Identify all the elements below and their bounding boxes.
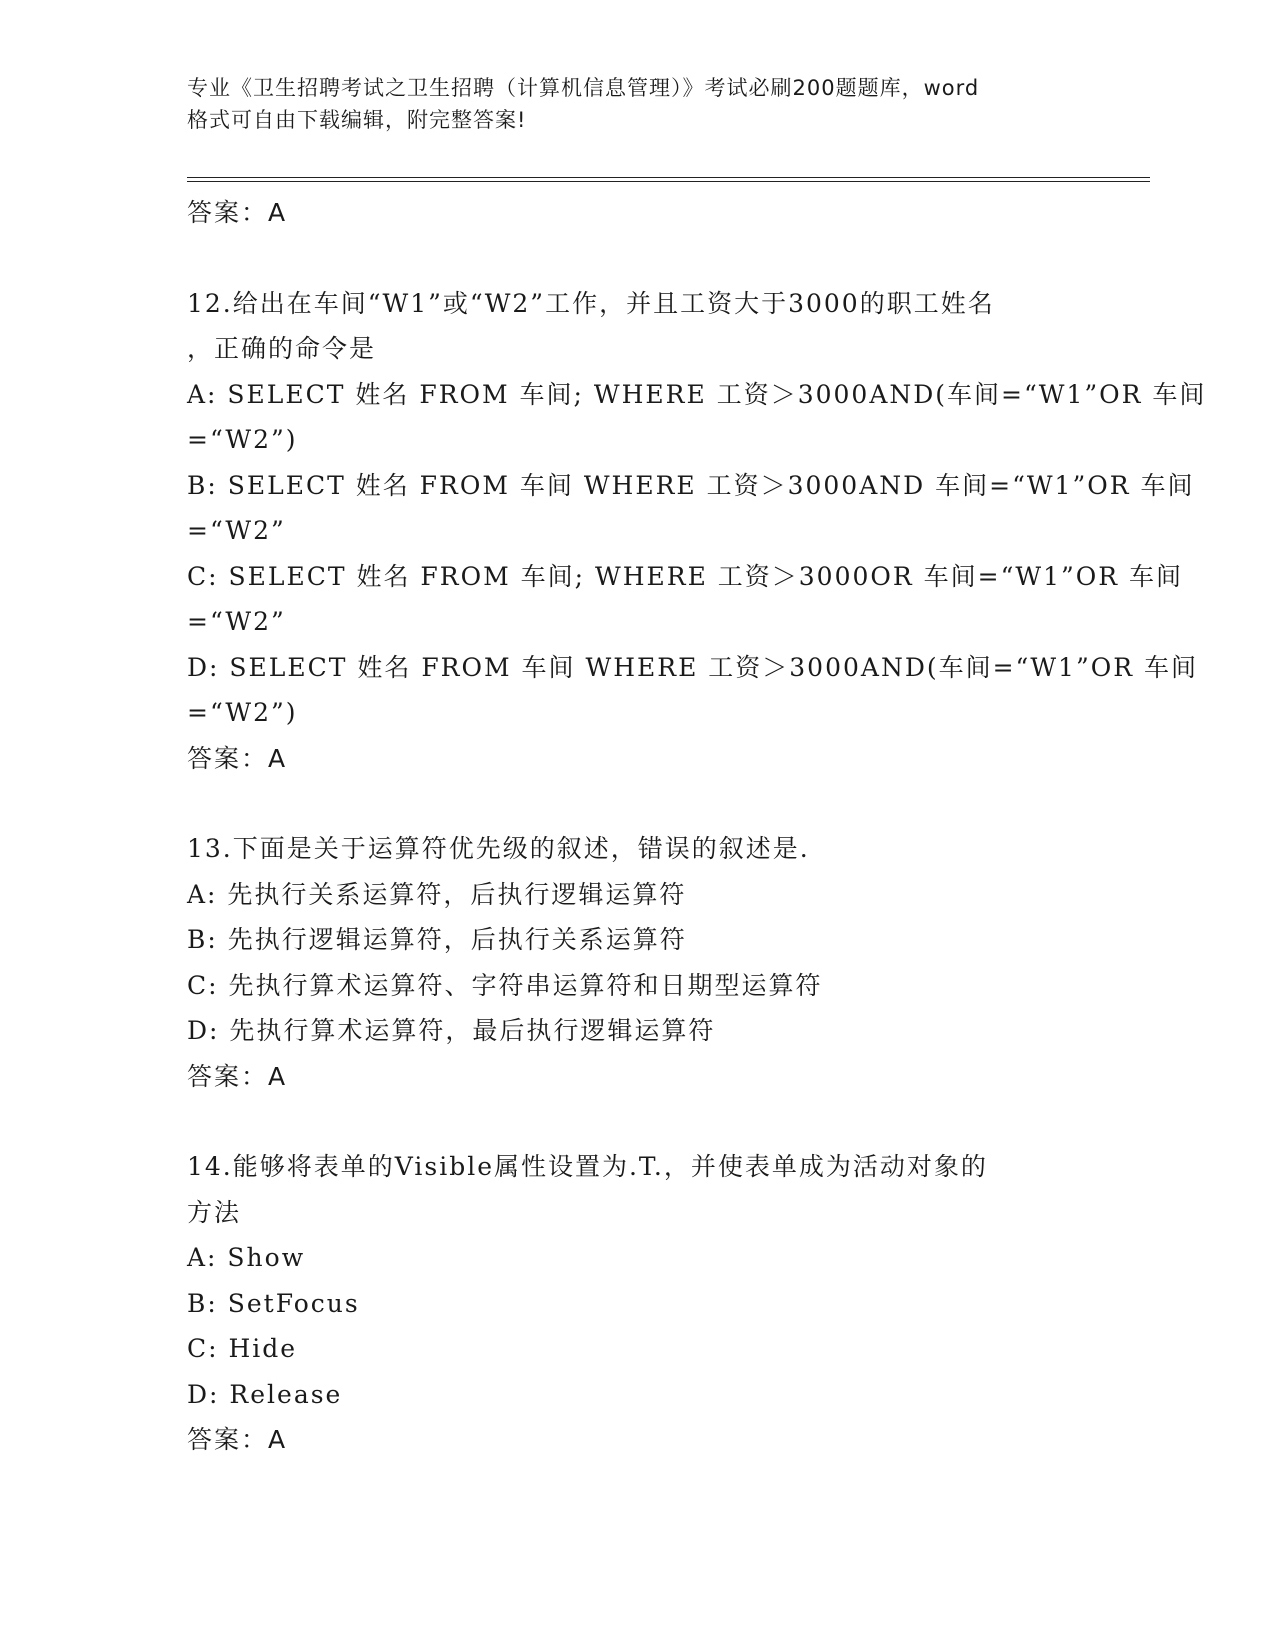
question-text: 14.能够将表单的Visible属性设置为.T.，并使表单成为活动对象的	[187, 1152, 988, 1181]
document-header	[187, 72, 1087, 136]
option-c: C: SELECT 姓名 FROM 车间; WHERE 工资＞3000OR 车间=“W1”OR 车间	[187, 561, 1184, 591]
spacer	[187, 781, 1087, 826]
answer-label: 答案：A	[187, 198, 288, 227]
question-text: 13.下面是关于运算符优先级的叙述，错误的叙述是.	[187, 834, 810, 863]
option-c-cont: =“W2”	[187, 607, 286, 636]
answer-label: 答案：A	[187, 743, 288, 773]
option-d: D: Release	[187, 1379, 343, 1409]
option-a: A: Show	[187, 1243, 306, 1272]
option-a-cont: =“W2”)	[187, 425, 298, 454]
spacer	[187, 1099, 1087, 1144]
answer-label: 答案：A	[187, 1061, 288, 1091]
header-line-2: 格式可自由下载编辑，附完整答案!	[187, 108, 527, 132]
option-b: B: SetFocus	[187, 1288, 360, 1318]
option-d: D: SELECT 姓名 FROM 车间 WHERE 工资＞3000AND(车间=“W1”OR 车间	[187, 652, 1198, 682]
question-block-14	[187, 1144, 1087, 1463]
header-divider	[187, 177, 1150, 182]
option-b: B: 先执行逻辑运算符，后执行关系运算符	[187, 925, 687, 954]
question-list	[187, 190, 1207, 1463]
question-text: 方法	[187, 1197, 242, 1227]
spacer	[187, 236, 1087, 281]
answer-label: 答案：A	[187, 1425, 288, 1454]
question-block-12	[187, 281, 1207, 782]
question-text: ，正确的命令是	[187, 334, 377, 363]
option-d: D: 先执行算术运算符，最后执行逻辑运算符	[187, 1016, 716, 1045]
option-b: B: SELECT 姓名 FROM 车间 WHERE 工资＞3000AND 车间=“W1”OR 车间	[187, 470, 1195, 500]
option-b-cont: =“W2”	[187, 516, 286, 545]
option-a: A: SELECT 姓名 FROM 车间; WHERE 工资＞3000AND(车间=“W1”OR 车间	[187, 379, 1207, 409]
question-block-13	[187, 826, 1087, 1099]
option-a: A: 先执行关系运算符，后执行逻辑运算符	[187, 879, 687, 909]
question-block-11	[187, 190, 1087, 236]
option-c: C: Hide	[187, 1334, 298, 1363]
header-line-1: 专业《卫生招聘考试之卫生招聘（计算机信息管理）》考试必刷200题题库，word	[187, 76, 980, 100]
option-c: C: 先执行算术运算符、字符串运算符和日期型运算符	[187, 970, 823, 1000]
question-text: 12.给出在车间“W1”或“W2”工作，并且工资大于3000的职工姓名	[187, 288, 995, 318]
option-d-cont: =“W2”)	[187, 698, 298, 727]
